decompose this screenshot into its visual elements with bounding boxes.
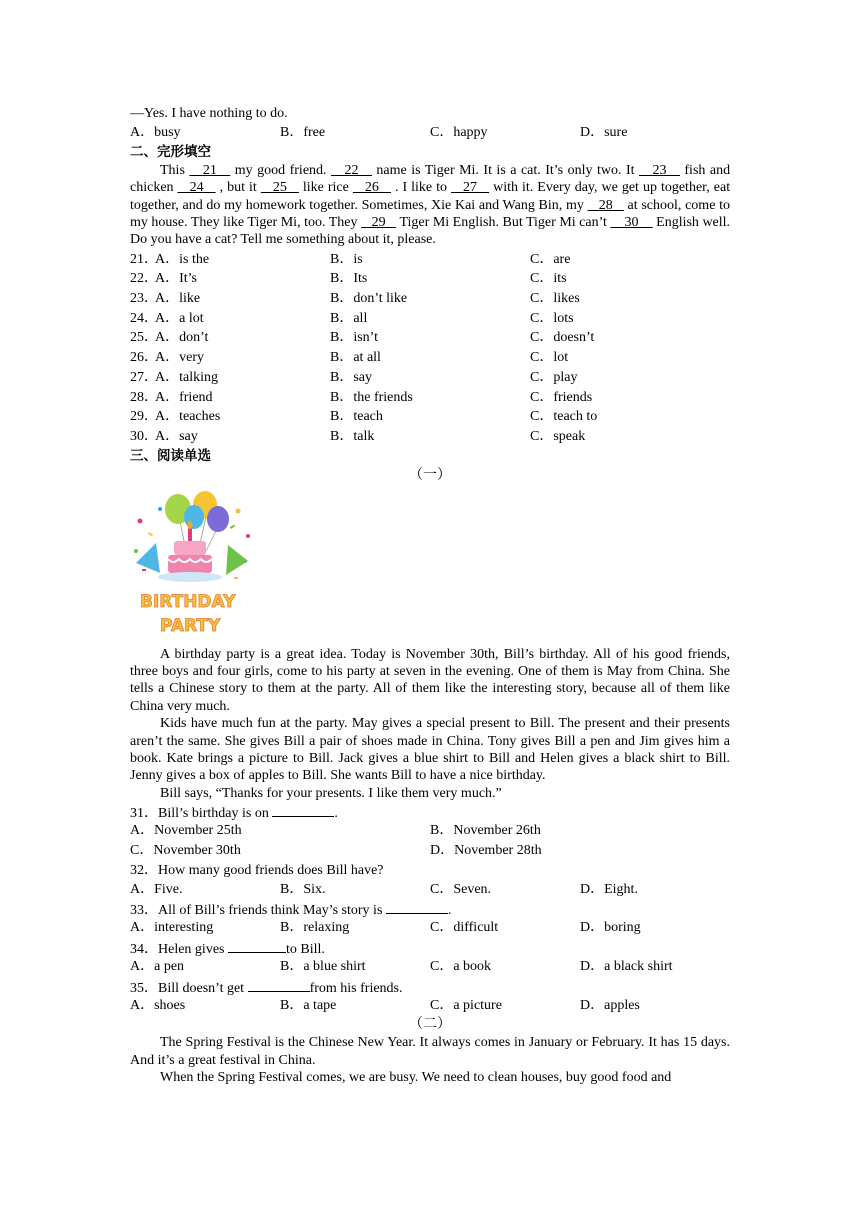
question-31-stem: 31．Bill’s birthday is on .: [130, 802, 730, 821]
question-row: 30． A．say B．talk C．speak: [130, 428, 586, 444]
blank-30: 30: [624, 214, 639, 230]
reading-paragraph: When the Spring Festival comes, we are busy. We need to clean houses, buy good food and: [160, 1070, 672, 1086]
option-a: A．busy: [130, 125, 181, 140]
option-d: D．sure: [580, 125, 628, 140]
question-34-options: A．a pen B．a blue shirt C．a book D．a black shirt: [130, 959, 673, 974]
option-b: B．free: [280, 125, 326, 140]
reading-paragraph: Kids have much fun at the party. May gives a special present to Bill. The present and their presents aren’t the same. She gives Bill a pair of shoes made in China. Tony gives Bill a pen and Jim gives him a book. Kate brings a picture to Bill. Jack gives a blue shirt to Bill and Helen gives a black shirt to Bill. Jenny gives a box of apples to Bill. She wants Bill to have a nice birthday.: [130, 716, 730, 784]
question-row: 28． A．friend B．the friends C．friends: [130, 389, 593, 405]
option-c: C．happy: [430, 125, 488, 140]
party-hat-icon: [136, 543, 160, 573]
part-label-one: （一）: [409, 467, 451, 483]
section-heading-reading: 三、阅读单选: [130, 447, 211, 464]
question-33-stem: 33．All of Bill’s friends think May’s story is .: [130, 899, 730, 918]
question-34-stem: 34．Helen gives to Bill.: [130, 938, 730, 957]
question-row: 27． A．talking B．say C．play: [130, 369, 578, 385]
svg-text:PARTY: PARTY: [160, 615, 221, 636]
blank-27: 27: [463, 180, 478, 196]
question-row: 22． A．It’s B．Its C．its: [130, 271, 567, 287]
options-row: [130, 123, 730, 143]
svg-text:BIRTHDAY: BIRTHDAY: [140, 591, 236, 612]
question-row: 24． A．a lot B．all C．lots: [130, 310, 574, 326]
blank-28: 28: [598, 197, 613, 213]
birthday-party-lettering: [140, 592, 236, 636]
worksheet-page: [130, 104, 730, 1087]
question-35-options: A．shoes B．a tape C．a picture D．apples: [130, 997, 640, 1013]
question-row: 25． A．don’t B．isn’t C．doesn’t: [130, 330, 595, 346]
question-row: 26． A．very B．at all C．lot: [130, 350, 569, 366]
question-31-options-row2: C．November 30th D．November 28th: [130, 842, 542, 858]
reading-paragraph: Bill says, “Thanks for your presents. I like them very much.”: [160, 785, 502, 801]
section-heading-cloze: 二、完形填空: [130, 143, 211, 160]
blank-29: 29: [371, 214, 386, 230]
answer-line: —Yes. I have nothing to do.: [130, 106, 288, 121]
question-32-options: A．Five. B．Six. C．Seven. D．Eight.: [130, 881, 638, 897]
question-row: 29． A．teaches B．teach C．teach to: [130, 409, 598, 425]
party-hat-icon: [226, 545, 248, 575]
question-32-stem: 32．How many good friends does Bill have?: [130, 862, 384, 878]
blank-26: 26: [364, 180, 379, 196]
question-35-stem: 35．Bill doesn’t get from his friends.: [130, 977, 730, 996]
blank-23: 23: [652, 162, 667, 178]
blank-24: 24: [189, 180, 204, 196]
reading-paragraph: A birthday party is a great idea. Today is November 30th, Bill’s birthday. All of his good friends, three boys and four girls, come to his party at seven in the evening. One of them is May from China. She tells a Chinese story to them at the party. All of them like the interesting story, because all of them like China very much.: [130, 646, 730, 714]
part-label-two: （二）: [409, 1017, 451, 1033]
blank-22: 22: [344, 162, 359, 178]
reading-paragraph: The Spring Festival is the Chinese New Year. It always comes in January or February. It has 15 days. And it’s a great festival in China.: [130, 1035, 730, 1068]
blank-21: 21: [202, 162, 217, 178]
question-33-options: A．interesting B．relaxing C．difficult D．boring: [130, 920, 641, 936]
question-row: 23． A．like B．don’t like C．likes: [130, 291, 580, 307]
cloze-questions: [130, 250, 730, 447]
question-row: 21． A．is the B．is C．are: [130, 251, 571, 267]
cloze-passage: This 21 my good friend. 22 name is Tiger Mi. It is a cat. It’s only two. It 23 fish and chicken 24 , but it 25 like rice 26 . I like to 27 with it. Every day, we get up together, eat together, and do my homework together. Sometimes, Xie Kai and Wang Bin, my 28 at school, come to my house. They like Tiger Mi, too. They 29 Tiger Mi English. But Tiger Mi can’t 30 English well. Do you have a cat? Tell me something about it, please.: [130, 162, 731, 248]
question-31-options-row1: A．November 25th B．November 26th: [130, 823, 541, 839]
birthday-party-image: [130, 491, 254, 639]
blank-25: 25: [272, 180, 287, 196]
